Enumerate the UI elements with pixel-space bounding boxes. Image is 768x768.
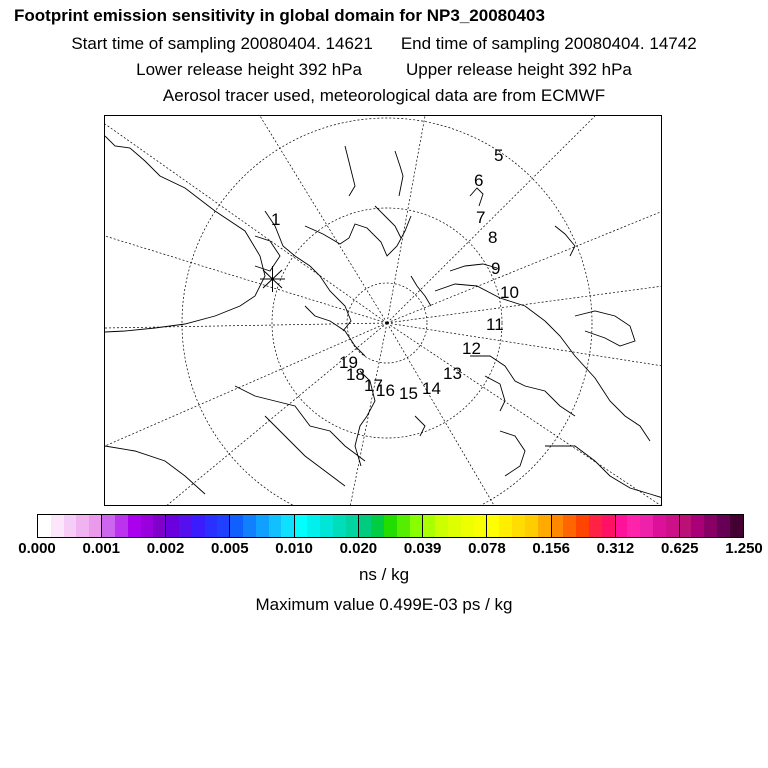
track-label-8: 8 — [488, 228, 498, 247]
colorbar-segment — [563, 515, 576, 537]
colorbar-segment — [243, 515, 256, 537]
polar-map — [104, 115, 662, 506]
coastline — [345, 146, 355, 196]
track-label-16: 16 — [376, 381, 395, 400]
colorbar-segment — [499, 515, 512, 537]
meridian-line — [105, 124, 387, 323]
meridian-line — [105, 236, 387, 323]
colorbar-segment — [371, 515, 384, 537]
colorbar-segment — [576, 515, 589, 537]
coastline — [575, 311, 635, 346]
coastline — [470, 356, 575, 416]
colorbar-segment — [320, 515, 333, 537]
coastlines — [105, 136, 662, 498]
coastline — [470, 188, 483, 206]
colorbar-tick — [229, 514, 230, 538]
colorbar-segment — [51, 515, 64, 537]
coastline — [395, 151, 403, 196]
colorbar-segment — [730, 515, 743, 537]
track-label-11: 11 — [486, 315, 504, 334]
colorbar-segment — [269, 515, 282, 537]
colorbar-segment — [294, 515, 307, 537]
track-label-13: 13 — [443, 364, 462, 383]
colorbar-segment — [717, 515, 730, 537]
colorbar-segment — [435, 515, 448, 537]
colorbar-segment — [205, 515, 218, 537]
aerosol-note: Aerosol tracer used, meteorological data are from ECMWF — [162, 86, 606, 105]
colorbar-segment — [281, 515, 294, 537]
colorbar-label: 0.625 — [660, 540, 699, 557]
meridian-line — [105, 323, 387, 328]
track-label-17: 17 — [364, 376, 383, 395]
sampling-times — [0, 34, 768, 54]
meridian-line — [387, 323, 662, 506]
track-label-14: 14 — [422, 379, 441, 398]
track-label-7: 7 — [476, 208, 486, 227]
colorbar-segment — [627, 515, 640, 537]
colorbar-segment — [192, 515, 205, 537]
colorbar-label: 0.000 — [18, 540, 56, 557]
colorbar-segment — [615, 515, 628, 537]
meridian-line — [387, 286, 662, 323]
colorbar-tick — [294, 514, 295, 538]
meridian-line — [387, 323, 662, 366]
colorbar-segment — [512, 515, 525, 537]
maximum-value: Maximum value 0.499E-03 ps / kg — [255, 595, 513, 614]
lower-release-height: Lower release height 392 hPa — [136, 60, 362, 79]
colorbar-segment — [307, 515, 320, 537]
colorbar-tick — [165, 514, 166, 538]
colorbar-tick — [615, 514, 616, 538]
colorbar-segment — [256, 515, 269, 537]
coastline — [265, 416, 345, 486]
colorbar-label: 0.312 — [596, 540, 635, 557]
colorbar — [37, 514, 744, 538]
colorbar-segment — [128, 515, 141, 537]
colorbar-segment — [166, 515, 179, 537]
colorbar-tick — [422, 514, 423, 538]
start-time: Start time of sampling 20080404. 14621 — [71, 34, 373, 53]
coastline — [485, 376, 505, 411]
colorbar-unit: ns / kg — [358, 565, 410, 584]
colorbar-segment — [525, 515, 538, 537]
colorbar-segment — [602, 515, 615, 537]
colorbar-label: 0.005 — [211, 540, 249, 557]
colorbar-segment — [141, 515, 154, 537]
graticule — [105, 116, 662, 506]
track-label-15: 15 — [399, 384, 418, 403]
colorbar-segment — [115, 515, 128, 537]
colorbar-label: 0.002 — [146, 540, 185, 557]
track-label-18: 18 — [346, 365, 365, 384]
colorbar-label: 1.250 — [725, 540, 763, 557]
colorbar-label: 0.001 — [82, 540, 121, 557]
meridian-line — [387, 116, 595, 323]
track-label-6: 6 — [474, 171, 484, 190]
colorbar-segment — [64, 515, 77, 537]
coastline — [105, 446, 205, 494]
colorbar-tick — [551, 514, 552, 538]
colorbar-segment — [653, 515, 666, 537]
coastline — [105, 136, 265, 332]
coastline — [375, 206, 401, 238]
coastline — [500, 431, 525, 476]
upper-release-height: Upper release height 392 hPa — [406, 60, 632, 79]
track-label-19: 19 — [339, 353, 358, 372]
colorbar-tick — [358, 514, 359, 538]
colorbar-segment — [486, 515, 499, 537]
coastline — [415, 416, 425, 436]
colorbar-segment — [640, 515, 653, 537]
meridian-line — [350, 323, 387, 506]
colorbar-segment — [346, 515, 359, 537]
colorbar-label: 0.010 — [275, 540, 313, 557]
track-label-1: 1 — [271, 210, 281, 229]
colorbar-label: 0.020 — [339, 540, 378, 557]
end-time: End time of sampling 20080404. 14742 — [400, 34, 697, 53]
track-label-10: 10 — [500, 283, 519, 302]
colorbar-segment — [538, 515, 551, 537]
colorbar-segment — [691, 515, 704, 537]
colorbar-segment — [461, 515, 474, 537]
colorbar-segment — [551, 515, 564, 537]
colorbar-segment — [448, 515, 461, 537]
colorbar-segment — [217, 515, 230, 537]
colorbar-label: 0.078 — [468, 540, 506, 557]
colorbar-segment — [38, 515, 51, 537]
colorbar-label: 0.039 — [403, 540, 442, 557]
map-title: Footprint emission sensitivity in global domain for NP3_20080403 — [14, 6, 545, 25]
trajectory-labels — [271, 146, 519, 403]
colorbar-tick — [101, 514, 102, 538]
coastline — [235, 386, 365, 461]
track-label-5: 5 — [494, 146, 504, 165]
colorbar-segment — [422, 515, 435, 537]
meridian-line — [387, 116, 425, 323]
coastline — [545, 446, 662, 498]
latitude-circle — [182, 118, 592, 506]
colorbar-segment — [333, 515, 346, 537]
coastline — [450, 264, 497, 271]
coastline — [305, 216, 411, 256]
colorbar-segment — [179, 515, 192, 537]
meridian-line — [165, 323, 387, 506]
release-heights — [0, 60, 768, 80]
colorbar-segment — [410, 515, 423, 537]
coastline — [265, 211, 351, 331]
colorbar-segment — [679, 515, 692, 537]
meridian-line — [105, 323, 387, 446]
coastline — [555, 226, 575, 256]
track-label-9: 9 — [491, 259, 501, 278]
colorbar-segment — [397, 515, 410, 537]
track-label-12: 12 — [462, 339, 481, 358]
colorbar-segment — [474, 515, 487, 537]
colorbar-segment — [102, 515, 115, 537]
colorbar-segment — [589, 515, 602, 537]
colorbar-label: 0.156 — [532, 540, 570, 557]
colorbar-segment — [76, 515, 89, 537]
colorbar-segment — [704, 515, 717, 537]
colorbar-segment — [230, 515, 243, 537]
colorbar-segment — [666, 515, 679, 537]
colorbar-segment — [384, 515, 397, 537]
map-svg — [105, 116, 662, 506]
colorbar-segment — [358, 515, 371, 537]
colorbar-tick — [486, 514, 487, 538]
colorbar-tick — [679, 514, 680, 538]
